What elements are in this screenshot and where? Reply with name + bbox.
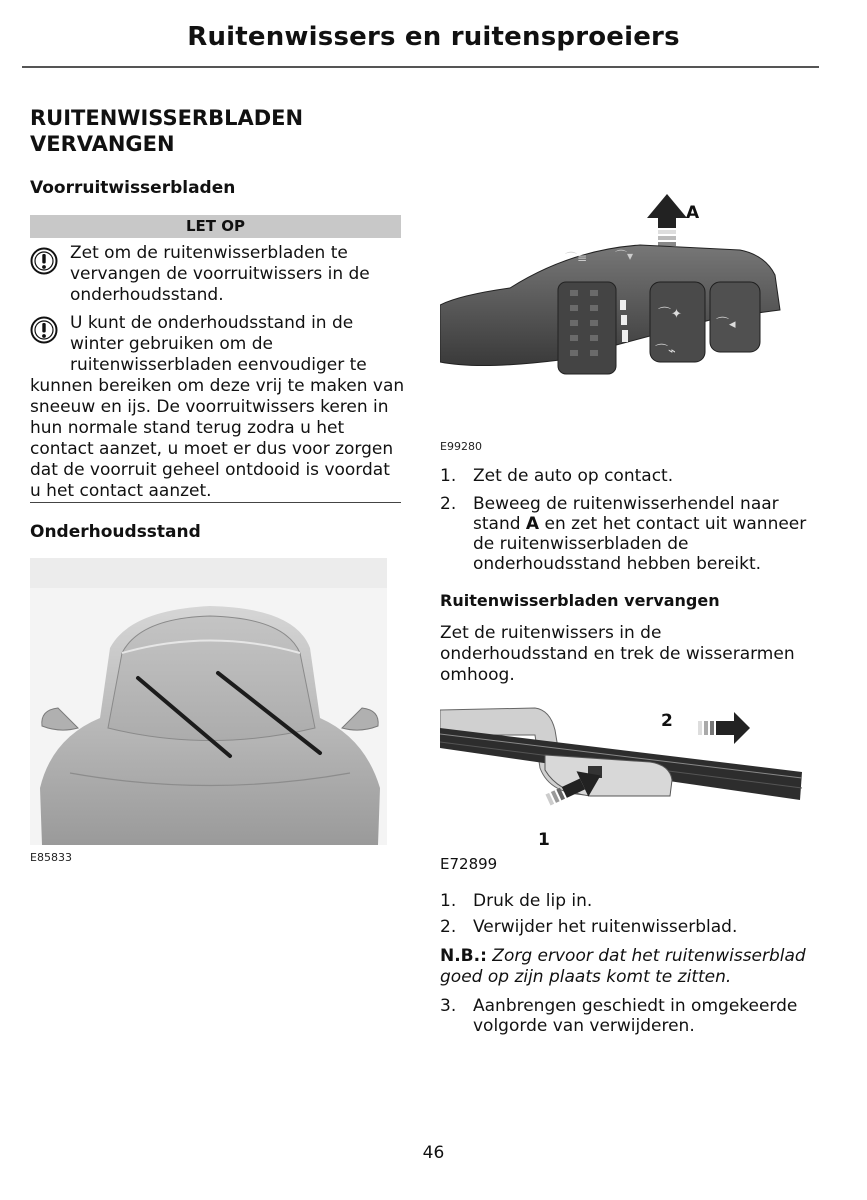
step-text-bold: A (525, 514, 540, 534)
svg-text:⌒◂: ⌒◂ (716, 317, 736, 332)
svg-text:⌒▾: ⌒▾ (615, 249, 634, 263)
replace-intro-line: onderhoudsstand en trek de wisserarmen (440, 644, 795, 664)
svg-text:⌒≡: ⌒≡ (565, 251, 588, 265)
list-item (440, 996, 825, 1036)
subhead-front-wipers: Voorruitwisserbladen (30, 178, 236, 198)
steps-list-1 (440, 466, 825, 580)
figure-caption-blade: E72899 (440, 855, 498, 873)
warning-1-line: Zet om de ruitenwisserbladen te (70, 243, 348, 263)
car-windshield-illustration (30, 558, 387, 845)
warning-2-line: hun normale stand terug zodra u het (30, 418, 345, 438)
note-text: goed op zijn plaats komt te zitten. (440, 967, 732, 987)
blade-label-1: 1 (538, 830, 550, 850)
wiper-stalk-illustration (440, 190, 810, 390)
step-number: 1. (440, 466, 457, 486)
section-title-line2: VERVANGEN (30, 132, 175, 156)
list-item (440, 917, 825, 937)
note-block (440, 946, 825, 988)
steps-list-2 (440, 891, 825, 943)
warning-2-text-head (70, 313, 405, 376)
wiper-blade-illustration (440, 700, 802, 830)
section-title-line1: RUITENWISSERBLADEN (30, 106, 304, 130)
note-label: N.B.: (440, 946, 487, 966)
warning-2-line: sneeuw en ijs. De voorruitwissers keren in (30, 397, 389, 417)
warning-1-line: vervangen de voorruitwissers in de (70, 264, 370, 284)
step-number: 3. (440, 996, 457, 1016)
warning-2-line: kunnen bereiken om deze vrij te maken van (30, 376, 405, 396)
svg-text:⌒⌁: ⌒⌁ (655, 344, 676, 359)
warning-icon (30, 247, 58, 279)
svg-text:⌒✦: ⌒✦ (658, 307, 682, 322)
warning-1-line: onderhoudsstand. (70, 285, 224, 305)
list-item (440, 466, 825, 486)
warning-1-text (70, 243, 405, 306)
list-item (440, 891, 825, 911)
steps-list-3 (440, 996, 825, 1042)
replace-intro-line: omhoog. (440, 665, 515, 685)
warning-2-text-rest (30, 376, 410, 502)
step-number: 1. (440, 891, 457, 911)
warning-2-line: u het contact aanzet. (30, 481, 212, 501)
blade-label-2: 2 (661, 711, 673, 731)
step-text: Zet de auto op contact. (473, 466, 674, 486)
replace-intro-text (440, 623, 825, 686)
step-text: Beweeg de ruitenwisserhendel naar stand (473, 494, 779, 534)
subhead-service-mode: Onderhoudsstand (30, 522, 201, 542)
note-text: Zorg ervoor dat het ruitenwisserblad (486, 946, 806, 966)
page-number: 46 (422, 1143, 445, 1163)
step-number: 2. (440, 494, 457, 514)
warning-2-line: ruitenwisserbladen eenvoudiger te (70, 355, 367, 375)
subhead-replace-blades: Ruitenwisserbladen vervangen (440, 591, 720, 610)
warning-icon (30, 316, 58, 348)
warning-2-line: winter gebruiken om de (70, 334, 273, 354)
warning-2-line: contact aanzet, u moet er dus voor zorgen (30, 439, 394, 459)
figure-caption-stalk: E99280 (440, 440, 482, 453)
page-header-title: Ruitenwissers en ruitensproeiers (187, 22, 680, 52)
step-text: Druk de lip in. (473, 891, 593, 911)
header-divider (22, 66, 819, 68)
list-item (440, 494, 825, 574)
notice-end-divider (30, 502, 401, 503)
step-number: 2. (440, 917, 457, 937)
warning-2-line: dat de voorruit geheel ontdooid is voordat (30, 460, 390, 480)
section-title (30, 105, 410, 157)
warning-2-line: U kunt de onderhoudsstand in de (70, 313, 354, 333)
notice-bar: LET OP (30, 215, 401, 238)
step-text: en zet het contact uit wanneer de ruitenwisserbladen de onderhoudsstand hebben bereikt. (473, 514, 807, 574)
replace-intro-line: Zet de ruitenwissers in de (440, 623, 662, 643)
figure-caption-car: E85833 (30, 851, 72, 864)
stalk-label-a: A (686, 203, 700, 223)
step-text: Aanbrengen geschiedt in omgekeerde volgorde van verwijderen. (473, 996, 798, 1036)
step-text: Verwijder het ruitenwisserblad. (473, 917, 738, 937)
